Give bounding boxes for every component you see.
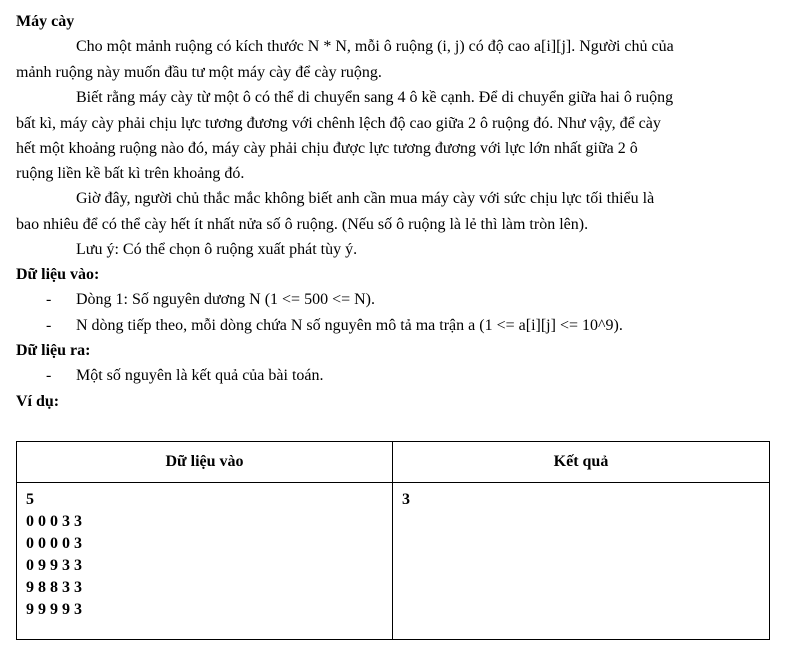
output-bullet-1: Một số nguyên là kết quả của bài toán.: [76, 367, 324, 384]
paragraph-1-line-2: mảnh ruộng này muốn đầu tư một máy cày để cày ruộng.: [16, 64, 382, 81]
input-bullet-marker-2: -: [46, 317, 52, 334]
example-table: [16, 441, 770, 640]
paragraph-2-line-4: ruộng liền kề bất kì trên khoảng đó.: [16, 165, 245, 182]
paragraph-2-line-2: bất kì, máy cày phải chịu lực tương đương với chênh lệch độ cao giữa 2 ô ruộng đó. Như vậy, để cày: [16, 115, 661, 132]
example-input-line-4: 0 9 9 3 3: [26, 557, 82, 574]
paragraph-2-line-1: Biết rằng máy cày từ một ô có thể di chuyển sang 4 ô kề cạnh. Để di chuyển giữa hai ô ruộng: [76, 89, 674, 106]
output-column-header: Kết quả: [393, 442, 770, 483]
example-input-line-5: 9 8 8 3 3: [26, 579, 82, 596]
example-input-cell: [17, 483, 393, 640]
example-output-line-1: 3: [402, 491, 410, 508]
problem-title: Máy cày: [16, 13, 75, 30]
input-heading: Dữ liệu vào:: [16, 266, 100, 283]
example-output-cell: [393, 483, 770, 640]
input-bullet-marker-1: -: [46, 291, 52, 308]
note-line: Lưu ý: Có thể chọn ô ruộng xuất phát tùy ý.: [76, 241, 358, 258]
input-column-header: Dữ liệu vào: [17, 442, 393, 483]
example-table-data-row: [17, 483, 770, 640]
input-bullet-2: N dòng tiếp theo, mỗi dòng chứa N số nguyên mô tả ma trận a (1 <= a[i][j] <= 10^9).: [76, 317, 623, 334]
paragraph-2-line-3: hết một khoảng ruộng nào đó, máy cày phải chịu được lực tương đương với lực lớn nhất giữa 2 ô: [16, 140, 638, 157]
example-input-line-1: 5: [26, 491, 34, 508]
example-table-header-row: [17, 442, 770, 483]
output-bullet-marker-1: -: [46, 367, 52, 384]
example-heading: Ví dụ:: [16, 393, 60, 410]
example-input-line-6: 9 9 9 9 3: [26, 601, 82, 618]
output-heading: Dữ liệu ra:: [16, 342, 91, 359]
input-bullet-1: Dòng 1: Số nguyên dương N (1 <= 500 <= N).: [76, 291, 375, 308]
paragraph-3-line-2: bao nhiêu để có thể cày hết ít nhất nửa số ô ruộng. (Nếu số ô ruộng là lẻ thì làm tròn lên).: [16, 216, 589, 233]
example-input-line-3: 0 0 0 0 3: [26, 535, 82, 552]
example-input-line-2: 0 0 0 3 3: [26, 513, 82, 530]
paragraph-3-line-1: Giờ đây, người chủ thắc mắc không biết anh cần mua máy cày với sức chịu lực tối thiểu là: [76, 190, 655, 207]
paragraph-1-line-1: Cho một mảnh ruộng có kích thước N * N, mỗi ô ruộng (i, j) có độ cao a[i][j]. Người chủ của: [76, 38, 674, 55]
